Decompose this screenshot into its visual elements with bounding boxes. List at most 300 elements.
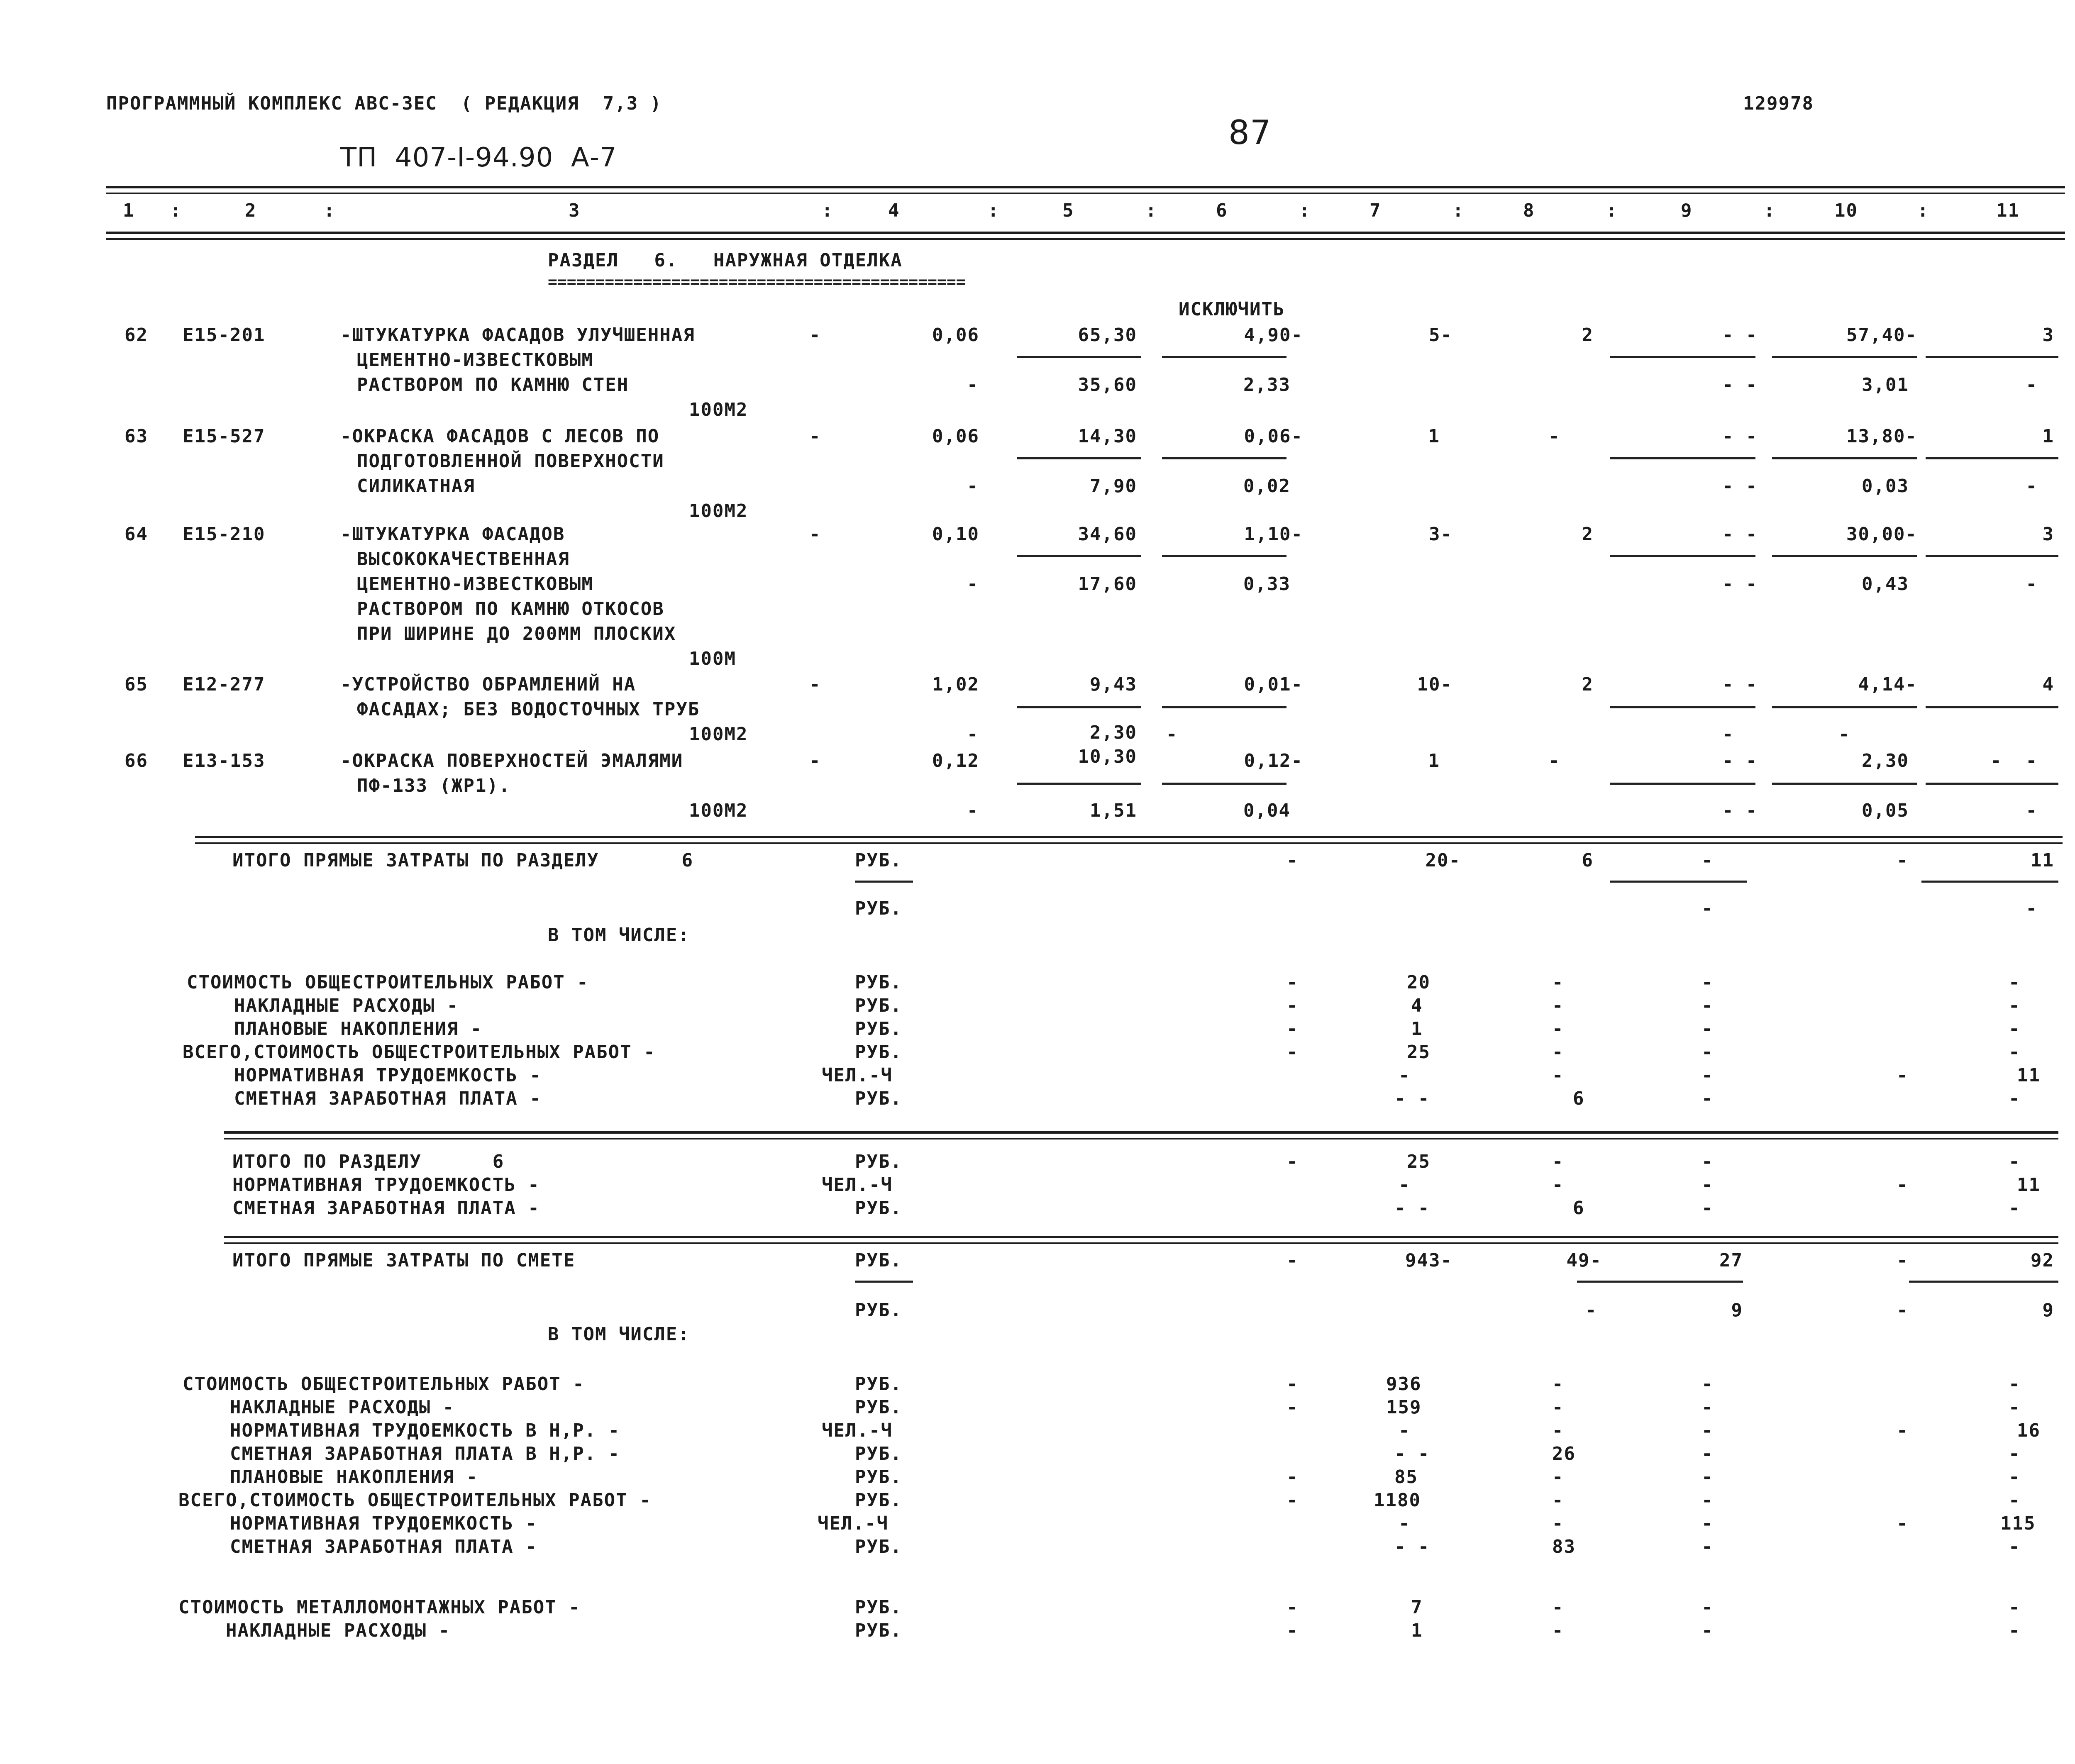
section-total-label: ИТОГО ПО РАЗДЕЛУ 6 [232,1151,505,1172]
c6: - [1286,1250,1299,1271]
underline [855,1281,913,1283]
section-title: РАЗДЕЛ 6. НАРУЖНАЯ ОТДЕЛКА [548,250,903,271]
breakdown-label: НАКЛАДНЫЕ РАСХОДЫ - [187,995,459,1016]
c8: - [1552,1151,1564,1172]
col-sep: : [1299,200,1311,221]
unit: РУБ. [855,1088,902,1109]
total-rule [195,836,2063,838]
c9b: - - [1722,573,1758,595]
page-number: 87 [1228,113,1272,152]
c7: 25 [1407,1151,1431,1172]
row-desc: -ШТУКАТУРКА ФАСАДОВ [340,524,565,545]
unit: РУБ. [855,1397,902,1418]
row-desc: СИЛИКАТНАЯ [357,476,475,497]
c11b: - [2026,573,2038,595]
c7: 1 [1411,1018,1423,1039]
c9: - [1702,1620,1714,1641]
col-header: 3 [569,200,581,221]
underline [1772,783,1917,785]
c4c: - [967,800,979,821]
unit: РУБ. [855,1151,902,1172]
underline [1577,1281,1743,1283]
col-header: 10 [1834,200,1858,221]
c9: - [1702,1536,1714,1557]
c8: - [1552,972,1564,993]
c7: 936 [1386,1374,1422,1395]
c8: 6 [1573,1088,1585,1109]
col-sep: : [1452,200,1465,221]
col-header: 6 [1216,200,1228,221]
row-code: Е15-527 [183,426,266,447]
breakdown-label: СТОИМОСТЬ МЕТАЛЛОМОНТАЖНЫХ РАБОТ - [178,1597,581,1618]
breakdown-label: СМЕТНАЯ ЗАРАБОТНАЯ ПЛАТА В Н,Р. - [183,1443,620,1464]
section-total-label: СМЕТНАЯ ЗАРАБОТНАЯ ПЛАТА - [232,1198,540,1219]
c10a: 30,00- [1846,524,1917,545]
c5a: 34,60 [1078,524,1137,545]
c6a: 0,01- [1244,674,1303,695]
col-header: 9 [1681,200,1693,221]
c9: - [1702,1151,1714,1172]
c11a: 3 [2042,324,2054,346]
underline [1926,555,2058,557]
c11: - [2009,1018,2021,1039]
c6: - [1286,1374,1299,1395]
c11a: 3 [2042,524,2054,545]
row-number: 66 [124,750,148,771]
row-desc: ПРИ ШИРИНЕ ДО 200ММ ПЛОСКИХ [357,623,676,644]
c10: - [1897,850,1909,871]
row-unit: 100М [689,648,736,669]
c5b: 1,51 [1090,800,1137,821]
breakdown-label: СТОИМОСТЬ ОБЩЕСТРОИТЕЛЬНЫХ РАБОТ - [187,972,589,993]
c9a: - - [1722,750,1758,771]
c8: 6 [1582,850,1594,871]
c10: - [1897,1250,1909,1271]
unit: РУБ. [855,972,902,993]
c8: - [1552,1374,1564,1395]
c6b: 0,02 [1243,476,1291,497]
c7: 25 [1407,1042,1431,1063]
col-header: 5 [1062,200,1074,221]
c11b: 9 [2042,1300,2054,1321]
row-desc: ЦЕМЕНТНО-ИЗВЕСТКОВЫМ [357,349,593,371]
c7: 20 [1407,972,1431,993]
row-desc: ПОДГОТОВЛЕННОЙ ПОВЕРХНОСТИ [357,451,664,472]
c10b: 0,03 [1862,476,1909,497]
c8: 2 [1582,324,1594,346]
c9b: - [1722,724,1734,745]
c9: - [1702,972,1714,993]
c4c: - [967,724,979,745]
unit: РУБ. [855,1443,902,1464]
c4a: - [809,426,821,447]
c7: - [1399,1513,1411,1534]
underline [1162,356,1286,358]
underline [1017,706,1141,708]
unit: РУБ. [855,1198,902,1219]
c5b: 2,30 [1090,722,1137,743]
c11: - [2009,972,2021,993]
c11b: - [2026,374,2038,395]
row-number: 62 [124,324,148,346]
row-unit: 100М2 [689,399,748,420]
c6a: 4,90- [1244,324,1303,346]
section-total-label: НОРМАТИВНАЯ ТРУДОЕМКОСТЬ - [232,1174,540,1196]
c6b: 2,33 [1243,374,1291,395]
c6: - [1286,1042,1299,1063]
c6a: 1,10- [1244,524,1303,545]
header-rule-bottom-2 [106,238,2065,240]
c7: - - [1394,1536,1430,1557]
c10b: - [1838,724,1850,745]
c9b: - [1702,898,1714,919]
underline [1162,457,1286,459]
c9b: 9 [1731,1300,1743,1321]
row-code: Е13-153 [183,750,266,771]
section-total-rule-2 [224,1138,2058,1139]
c5b: 17,60 [1078,573,1137,595]
underline [1926,356,2058,358]
section-underline: ============================================ [548,273,966,291]
unit: РУБ. [855,898,902,919]
c9b: - - [1722,800,1758,821]
row-unit: 100М2 [689,724,748,745]
c8: - [1552,995,1564,1016]
underline [1017,356,1141,358]
underline [1162,555,1286,557]
c10: - [1897,1174,1909,1196]
row-unit: 100М2 [689,800,748,821]
unit: РУБ. [855,1042,902,1063]
header-rule-top [106,186,2065,188]
c5a: 9,43 [1090,674,1137,695]
c4a: - [809,674,821,695]
c8: - [1552,1490,1564,1511]
c6: - [1286,850,1299,871]
unit: ЧЕЛ.-Ч [818,1513,889,1534]
row-desc: -ОКРАСКА ПОВЕРХНОСТЕЙ ЭМАЛЯМИ [340,750,684,771]
c6: - [1286,972,1299,993]
c8: - [1548,426,1560,447]
c10: - [1897,1065,1909,1086]
breakdown-label: ПЛАНОВЫЕ НАКОПЛЕНИЯ - [183,1466,478,1488]
c4b: 0,10 [932,524,979,545]
c8b: - [1585,1300,1597,1321]
c7: 1 [1428,426,1440,447]
underline [1772,356,1917,358]
row-desc: ВЫСОКОКАЧЕСТВЕННАЯ [357,549,570,570]
underline [1610,881,1747,883]
c6: - [1286,1490,1299,1511]
unit: РУБ. [855,1466,902,1488]
c6: - [1286,1466,1299,1488]
unit: РУБ. [855,1018,902,1039]
c10: - [1897,1420,1909,1441]
c11: 115 [2000,1513,2036,1534]
c7: 159 [1386,1397,1422,1418]
c11a: 1 [2042,426,2054,447]
c7: 943- [1405,1250,1452,1271]
underline [1610,457,1755,459]
col-header: 1 [123,200,135,221]
c10: - [1897,1513,1909,1534]
underline [855,881,913,883]
c8: - [1548,750,1560,771]
c6a: 0,12- [1244,750,1303,771]
col-header: 8 [1523,200,1535,221]
c5a: 14,30 [1078,426,1137,447]
program-header: ПРОГРАММНЫЙ КОМПЛЕКС АВС-ЗЕС ( РЕДАКЦИЯ 7,3 ) [106,93,662,114]
c9: - [1702,1490,1714,1511]
c5b: 7,90 [1090,476,1137,497]
col-sep: : [988,200,1000,221]
unit: РУБ. [855,1536,902,1557]
c4b: 1,02 [932,674,979,695]
underline [1017,457,1141,459]
underline [1921,881,2058,883]
col-sep: : [822,200,834,221]
col-sep: : [1145,200,1157,221]
c11: 11 [2017,1065,2041,1086]
underline [1162,706,1286,708]
underline [1926,783,2058,785]
breakdown-label: НОРМАТИВНАЯ ТРУДОЕМКОСТЬ - [187,1065,542,1086]
c9: - [1702,1597,1714,1618]
underline [1162,783,1286,785]
c4c: - [967,476,979,497]
estimate-total-label: ИТОГО ПРЯМЫЕ ЗАТРАТЫ ПО СМЕТЕ [232,1250,576,1271]
c6: - [1286,1151,1299,1172]
c8: 2 [1582,524,1594,545]
c4c: - [967,374,979,395]
unit: РУБ. [855,1300,902,1321]
c11: 11 [2017,1174,2041,1196]
c9: - [1702,995,1714,1016]
c7: 5- [1429,324,1452,346]
c11: - [2009,995,2021,1016]
row-number: 64 [124,524,148,545]
c9b: - - [1722,374,1758,395]
c7: - - [1394,1088,1430,1109]
c11b: - [2026,898,2038,919]
c11: - [2009,1536,2021,1557]
c11: - [2009,1042,2021,1063]
row-code: Е15-201 [183,324,266,346]
c4c: - [967,573,979,595]
exclude-label: ИСКЛЮЧИТЬ [1179,299,1285,320]
unit: РУБ. [855,850,902,871]
c10a: 57,40- [1846,324,1917,346]
unit: ЧЕЛ.-Ч [822,1174,893,1196]
c11: 16 [2017,1420,2041,1441]
c11a: - - [1990,750,2038,771]
unit: РУБ. [855,1250,902,1271]
underline [1772,457,1917,459]
section-total-rule [224,1131,2058,1134]
c7: 4 [1411,995,1423,1016]
c8: - [1552,1065,1564,1086]
row-desc: ПФ-133 (ЖР1). [357,775,511,796]
c11: 92 [2031,1250,2054,1271]
c11: - [2009,1198,2021,1219]
c7: 10- [1417,674,1452,695]
c8: - [1552,1397,1564,1418]
row-desc: -УСТРОЙСТВО ОБРАМЛЕНИЙ НА [340,674,636,695]
estimate-total-rule [224,1236,2058,1238]
c10a: 4,14- [1858,674,1917,695]
col-sep: : [1606,200,1618,221]
col-sep: : [170,200,182,221]
estimate-total-rule-2 [224,1242,2058,1244]
c9: - [1702,1174,1714,1196]
c11b: - [2026,800,2038,821]
breakdown-label: НАКЛАДНЫЕ РАСХОДЫ - [183,1397,455,1418]
c7: 1180 [1374,1490,1421,1511]
project-code: ТП 407-I-94.90 А-7 [340,142,617,173]
underline [1772,706,1917,708]
col-header: 7 [1370,200,1382,221]
unit: РУБ. [855,1374,902,1395]
c8: 2 [1582,674,1594,695]
c5b: 35,60 [1078,374,1137,395]
c8: - [1552,1042,1564,1063]
c11: - [2009,1490,2021,1511]
c4a: - [809,750,821,771]
col-sep: : [324,200,336,221]
col-sep: : [1764,200,1776,221]
c8: - [1552,1513,1564,1534]
c7: - - [1394,1443,1430,1464]
c7: - [1399,1420,1411,1441]
c6a: 0,06- [1244,426,1303,447]
c6b: 0,33 [1243,573,1291,595]
unit: РУБ. [855,1490,902,1511]
header-rule-bottom [106,232,2065,234]
c7: 3- [1429,524,1452,545]
c7: - [1399,1065,1411,1086]
c11b: - [2026,476,2038,497]
c8: - [1552,1620,1564,1641]
c4a: - [809,324,821,346]
c9: 27 [1719,1250,1743,1271]
row-desc: РАСТВОРОМ ПО КАМНЮ ОТКОСОВ [357,598,664,620]
c7: 20- [1425,850,1461,871]
unit: РУБ. [855,995,902,1016]
c9: - [1702,1042,1714,1063]
underline [1610,783,1755,785]
breakdown-label: ВСЕГО,СТОИМОСТЬ ОБЩЕСТРОИТЕЛЬНЫХ РАБОТ - [178,1490,652,1511]
breakdown-label: НАКЛАДНЫЕ РАСХОДЫ - [178,1620,451,1641]
c4b: 0,06 [932,426,979,447]
row-desc: РАСТВОРОМ ПО КАМНЮ СТЕН [357,374,629,395]
col-header: 2 [245,200,257,221]
c9: - [1702,1374,1714,1395]
row-number: 65 [124,674,148,695]
c11: - [2009,1466,2021,1488]
c9a: - - [1722,524,1758,545]
c9: - [1702,1065,1714,1086]
c11: - [2009,1151,2021,1172]
c7: 1 [1428,750,1440,771]
breakdown-label: НОРМАТИВНАЯ ТРУДОЕМКОСТЬ В Н,Р. - [183,1420,620,1441]
total-rule-2 [195,842,2063,844]
c4b: 0,06 [932,324,979,346]
c4a: - [809,524,821,545]
c8: - [1552,1466,1564,1488]
breakdown-label: ВСЕГО,СТОИМОСТЬ ОБЩЕСТРОИТЕЛЬНЫХ РАБОТ - [183,1042,656,1063]
c10a: 13,80- [1846,426,1917,447]
c11: - [2009,1443,2021,1464]
c10b: 0,05 [1862,800,1909,821]
row-desc: ФАСАДАХ; БЕЗ ВОДОСТОЧНЫХ ТРУБ [357,699,700,720]
col-header: 4 [888,200,900,221]
c4b: 0,12 [932,750,979,771]
c5a: 10,30 [1078,746,1137,767]
row-desc: -ШТУКАТУРКА ФАСАДОВ УЛУЧШЕННАЯ [340,324,695,346]
c11a: 4 [2042,674,2054,695]
c6: - [1286,1597,1299,1618]
breakdown-label: СМЕТНАЯ ЗАРАБОТНАЯ ПЛАТА - [183,1536,537,1557]
underline [1772,555,1917,557]
unit: ЧЕЛ.-Ч [822,1420,893,1441]
c7: 85 [1394,1466,1418,1488]
c9: - [1702,1420,1714,1441]
underline [1926,706,2058,708]
including-label: В ТОМ ЧИСЛЕ: [548,1324,690,1345]
col-header: 11 [1996,200,2020,221]
c9: - [1702,1466,1714,1488]
row-desc: -ОКРАСКА ФАСАДОВ С ЛЕСОВ ПО [340,426,660,447]
c9a: - - [1722,324,1758,346]
underline [1909,1281,2058,1283]
c8: - [1552,1174,1564,1196]
c5a: 65,30 [1078,324,1137,346]
c6b: 0,04 [1243,800,1291,821]
c9a: - - [1722,674,1758,695]
c8: - [1552,1420,1564,1441]
c6: - [1286,995,1299,1016]
c8: 83 [1552,1536,1576,1557]
col-sep: : [1917,200,1929,221]
c10b: - [1897,1300,1909,1321]
underline [1017,783,1141,785]
c8: 49- [1566,1250,1602,1271]
breakdown-label: СМЕТНАЯ ЗАРАБОТНАЯ ПЛАТА - [187,1088,542,1109]
underline [1610,356,1755,358]
c6: - [1286,1397,1299,1418]
c8: 6 [1573,1198,1585,1219]
c6: - [1286,1620,1299,1641]
c6b: - [1166,724,1178,745]
c9: - [1702,1397,1714,1418]
breakdown-label: НОРМАТИВНАЯ ТРУДОЕМКОСТЬ - [183,1513,537,1534]
c7: 7 [1411,1597,1423,1618]
header-rule-top-2 [106,193,2065,194]
c9a: - [1702,850,1714,871]
underline [1610,555,1755,557]
c8: - [1552,1018,1564,1039]
c9: - [1702,1018,1714,1039]
c11: - [2009,1088,2021,1109]
c6: - [1286,1018,1299,1039]
c7: - - [1394,1198,1430,1219]
c10a: 2,30 [1862,750,1909,771]
c9: - [1702,1513,1714,1534]
underline [1926,457,2058,459]
c11: - [2009,1620,2021,1641]
unit: РУБ. [855,1620,902,1641]
breakdown-label: СТОИМОСТЬ ОБЩЕСТРОИТЕЛЬНЫХ РАБОТ - [183,1374,585,1395]
